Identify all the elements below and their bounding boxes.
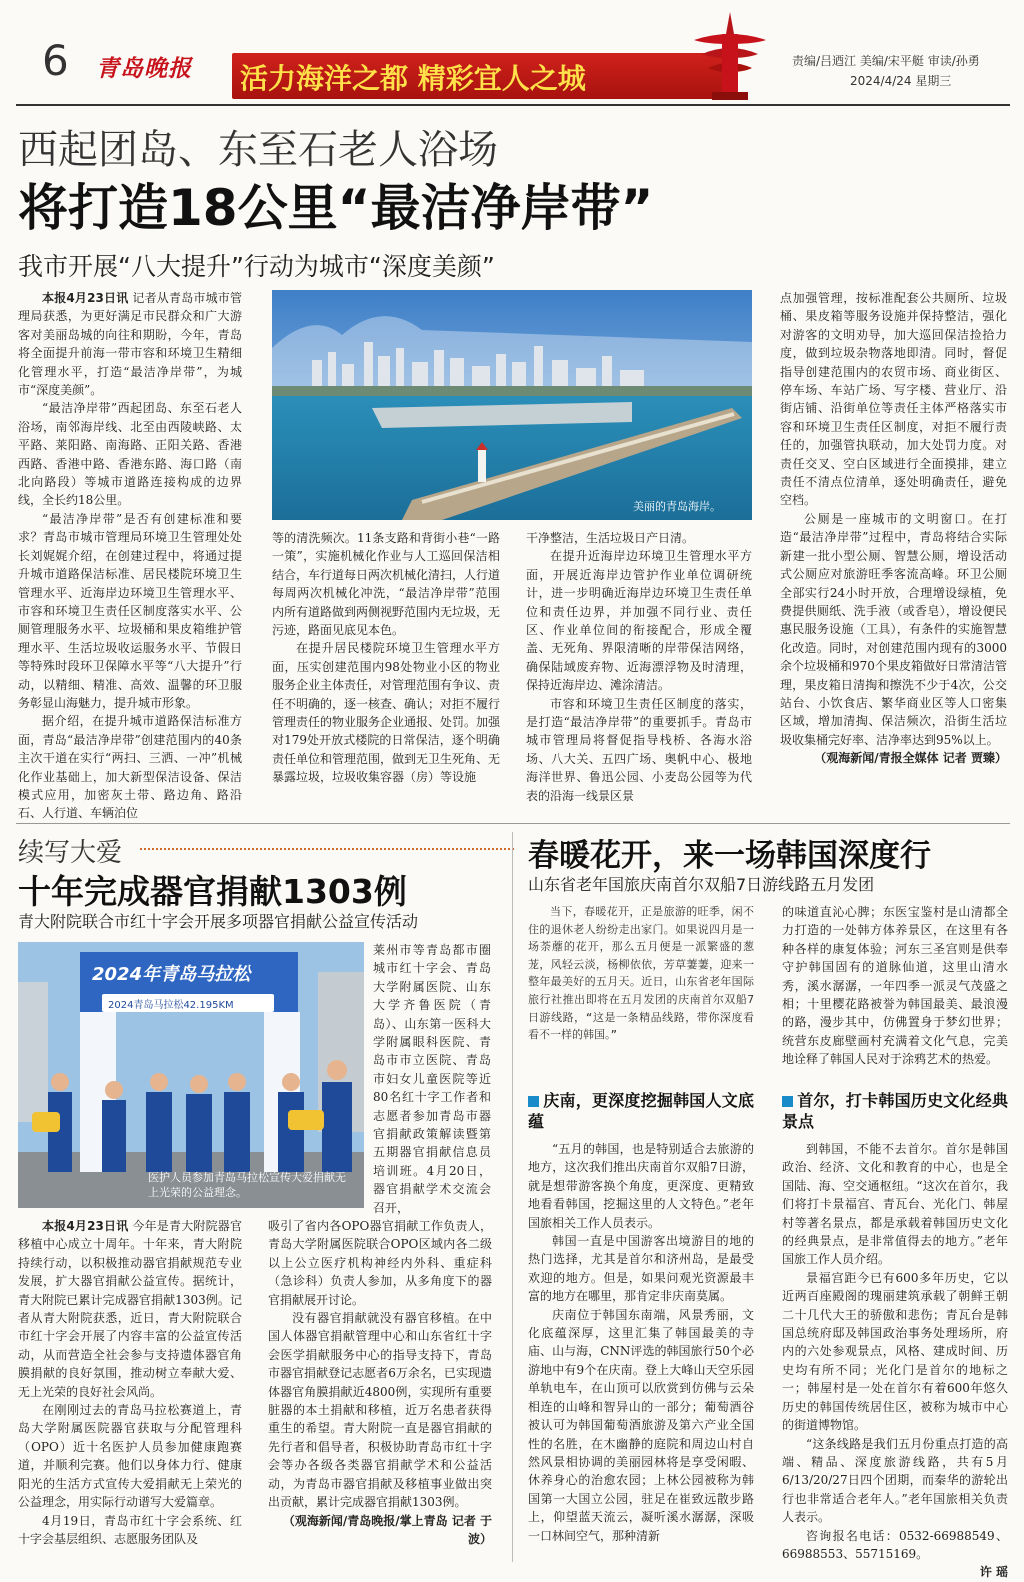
paper-name: 青岛晚报: [96, 55, 192, 82]
paragraph: “最洁净岸带”西起团岛、东至石老人浴场，南邻海岸线、北至由西陵峡路、太平路、莱阳路、南海路、正阳关路、香港西路、香港中路、香港东路、海口路（南北向路段）等城市道路连接构成的边界线，全长约18公里。: [18, 401, 242, 508]
paragraph: 等的清洗频次。11条支路和背街小巷“一路一策”，实施机械化作业与人工巡回保洁相结合，车行道每日两次机械化清扫，人行道每周两次机械化冲洗，“最洁净岸带”范围内所有道路做到两侧视野范围内无垃圾，无污迹，路面见底见本色。: [272, 531, 501, 638]
paragraph: 在提升居民楼院环境卫生管理水平方面，压实创建范围内98处物业小区的物业服务企业主体责任，对管理范围有争议、责任不明确的，逐一核查、确认；对拒不履行管理责任的物业服务企业通报、处罚。加强对179处开放式楼院的日常保洁，逐个明确责任单位和管理范围，做到无卫生死角、无暴露垃圾，垃圾收集容器（房）等设施: [272, 641, 501, 785]
article3-subtitle: 山东省老年国旅庆南首尔双船7日游线路五月发团: [528, 875, 875, 894]
paragraph: 韩国一直是中国游客出境游目的地的热门选择，尤其是首尔和济州岛，是最受欢迎的地方。但是，如果问观光资源最丰富的地方在哪里，那肯定非庆南莫属。: [528, 1234, 754, 1304]
article1-subtitle: 我市开展“八大提升”行动为城市“深度美颜”: [18, 252, 495, 281]
paragraph: “最洁净岸带”是否有创建标准和要求？青岛市城市管理局环境卫生管理处处长刘娓娓介绍，在创建过程中，将通过提升城市道路保洁标准、居民楼院环境卫生管理水平、近海岸边环境卫生管理水平、市容和环境卫生责任区制度落实水平、公厕管理服务水平、垃圾桶和果皮箱维护管理水平、生活垃圾收运服务水平、节假日等特殊时段环卫保障水平等“八大提升”行动，以精细、精准、高效、温馨的环卫服务彰显山海魅力，提升城市形象。: [18, 511, 242, 710]
square-bullet-icon: [782, 1096, 793, 1107]
article3-subhead-1: [528, 1090, 754, 1132]
paragraph: 记者从青岛市城市管理局获悉，为更好满足市民群众和广大游客对美丽岛城的向往和期盼，今年，青岛将全面提升前海一带市容和环境卫生精细化管理水平，打造“最洁净岸带”，为城市“深度美颜”。: [18, 291, 242, 398]
article1-lead: 本报4月23日讯: [42, 291, 129, 305]
issue-date: 2024/4/24 星期三: [850, 74, 952, 88]
article2-lead: 本报4月23日讯: [42, 1219, 129, 1233]
article2-kicker: 续写大爱: [18, 838, 123, 868]
article3-byline: 许 瑶: [979, 1565, 1008, 1580]
article2-side-col: [373, 941, 491, 1215]
article3-title: 春暖花开，来一场韩国深度行: [528, 838, 931, 874]
column-divider: [512, 832, 513, 1562]
paragraph: 当下，春暖花开，正是旅游的旺季，闲不住的退休老人纷纷走出家门。如果说四月是一场荼蘼的花开，那么五月便是一派繁盛的葱茏，风轻云淡，杨柳依依，芳草萋萋，迎来一整年最美好的五月天。近日，山东省老年国际旅行社推出即将在五月发团的庆南首尔双船7日游线路，“这是一条精品线路，带你深度看看不一样的韩国。”: [528, 905, 754, 1042]
paragraph: 在提升近海岸边环境卫生管理水平方面，开展近海岸边管护作业单位调研统计，进一步明确近海岸边环境卫生责任单位和责任边界，并加强不同行业、责任区、作业单位间的衔接配合，形成全覆盖、无死角、界限清晰的岸带保洁网络，确保陆域废弃物、近海漂浮物及时清理，保持近海岸边、滩涂清洁。: [526, 549, 752, 693]
article2-subtitle: 青大附院联合市红十字会开展多项器官捐献公益宣传活动: [18, 912, 419, 931]
editors-line: 责编/吕迺江 美编/宋平艇 审读/孙勇: [792, 54, 980, 68]
article1-photo-caption: 美丽的青岛海岸。: [633, 500, 721, 513]
masthead: [0, 0, 1024, 100]
photo-board-text: 2024青岛马拉松42.195KM: [108, 1000, 234, 1011]
photo-banner-text: 2024年青岛马拉松: [92, 964, 251, 985]
paragraph: 庆南位于韩国东南端，风景秀丽，文化底蕴深厚，这里汇集了韩国最美的寺庙、山与海，CNN评选的韩国旅行50个必游地中有9个在庆南。登上大峰山天空乐园单轨电车，在山顶可以欣赏到仿佛与云朵相连的山峰和智异山的一部分；葡萄酒谷被认可为韩国葡萄酒旅游及第六产业全国性的名胜，在木幽静的庭院和周边山村自然风景相协调的美丽园林将是享受闲暇、休养身心的治愈农园；上林公园被称为韩国第一大国立公园，驻足在崔致远散步路上，仰望蓝天流云，凝听溪水潺潺，深吸一口林间空气，那种清新: [528, 1307, 754, 1543]
article1-col1: [18, 289, 242, 821]
article1-col3: [526, 529, 752, 812]
paragraph: 在刚刚过去的青岛马拉松赛道上，青岛大学附属医院器官获取与分配管理科（OPO）近十名医护人员参加健康跑赛道，并顺利完赛。他们以身体力行、健康阳光的生活方式宣传大爱捐献无上荣光的公益理念，用实际行动谱写大爱篇章。: [18, 1403, 242, 1510]
paragraph: 的味道直沁心脾；东医宝鉴村是山清都全力打造的一处韩方体养景区，在这里有各种各样的康复体验；河东三圣宫则是供奉守护韩国固有的道脉仙道，这里山清水秀，溪水潺潺，一年四季一派灵气茂盛之相；十里樱花路被誉为韩国最美、最浪漫的路，漫步其中，仿佛置身于梦幻世界；统营东皮廊壁画村充满着文化气息，完美地诠释了韩国人民对于涂鸦艺术的热爱。: [782, 905, 1008, 1067]
dotted-rule: [140, 848, 514, 850]
slogan: 活力海洋之都 精彩宜人之城: [240, 62, 586, 95]
page-number: 6: [42, 36, 69, 85]
paragraph: 景福宫距今已有600多年历史，它以近两百座殿阁的瑰丽建筑承载了朝鲜王朝二十几代大王的骄傲和悲伤；青瓦台是韩国总统府邸及韩国政治事务处理场所，府内的六处参观景点，风格、建成时间、历史均有所不同；光化门是首尔的地标之一；韩屋村是一处在首尔有着600年悠久历史的韩国传统居住区，被称为城市中心的街道博物馆。: [782, 1270, 1008, 1433]
section-divider: [16, 823, 1010, 824]
paragraph: 点加强管理，按标准配套公共厕所、垃圾桶、果皮箱等服务设施并保持整洁，强化对游客的文明劝导，加大巡回保洁捡拾力度，做到垃圾杂物落地即清。同时，督促指导创建范围内的农贸市场、商业街区、停车场、车站广场、写字楼、营业厅、沿街店铺、沿街单位等责任主体严格落实市容和环境卫生责任区制度，对拒不履行责任的，加强管执联动，加大处罚力度。对责任交叉、空白区域进行全面摸排，建立责任不清点位清单，逐处明确责任，避免空档。: [780, 291, 1007, 508]
paragraph: 没有器官捐献就没有器官移植。在中国人体器官捐献管理中心和山东省红十字会医学捐献服务中心的指导支持下，青岛市器官捐献登记志愿者6万余名，已实现遗体器官角膜捐献近4800例，实现所有重要脏器的本土捐献和移植，近万名患者获得重生的希望。青大附院一直是器官捐献的先行者和倡导者，积极协助青岛市红十字会等办各级各类器官捐献学术和公益活动，为青岛市器官捐献及移植事业做出突出贡献，累计完成器官捐献1303例。: [268, 1311, 492, 1510]
article3-col1: [528, 1084, 754, 1564]
paragraph: 到韩国，不能不去首尔。首尔是韩国政治、经济、文化和教育的中心，也是全国陆、海、空交通枢纽。“这次在首尔，我们将打卡景福宫、青瓦台、光化门、韩屋村等著名景点，都是承载着韩国历史文化的经典景点，是非常值得去的地方。”老年国旅工作人员介绍。: [782, 1142, 1008, 1267]
subhead-text: 首尔，打卡韩国历史文化经典景点: [782, 1091, 1008, 1131]
article2-byline: （观海新闻/青岛晚报/掌上青岛 记者 于波）: [282, 1513, 492, 1546]
paragraph: “这条线路是我们五月份重点打造的高端、精品、深度旅游线路，共有5月6/13/20/27日四个团期，而秦华的游轮出行也非常适合老年人。”老年国旅相关负责人表示。: [782, 1436, 1008, 1525]
paragraph: 吸引了省内各OPO器官捐献工作负责人，青岛大学附属医院联合OPO区域内各二级以上公立医疗机构神经内外科、重症科（急诊科）负责人参加，从多角度下的器官捐献展开讨论。: [268, 1219, 492, 1307]
article2-title: 十年完成器官捐献1303例: [18, 872, 407, 911]
article1-kicker: 西起团岛、东至石老人浴场: [18, 127, 498, 173]
article1-col2: [272, 529, 500, 812]
coastline-photo: [272, 290, 752, 520]
paragraph: 莱州市等青岛都市圈城市红十字会、青岛大学附属医院、山东大学齐鲁医院（青岛）、山东第一医科大学附属眼科医院、青岛市市立医院、青岛市妇女儿童医院等近80名红十字工作者和志愿者参加青岛市器官捐献政策解读暨第五期器官捐献信息员培训班。4月20日，器官捐献学术交流会召开，: [373, 943, 491, 1215]
subhead-text: 庆南，更深度挖掘韩国人文底蕴: [528, 1091, 754, 1131]
article1-col4: [780, 289, 1007, 821]
article3-col2: [782, 1084, 1008, 1580]
article2-photo-caption: 医护人员参加青岛马拉松宣传大爱捐献无上光荣的公益理念。: [148, 1171, 346, 1199]
paragraph: 市容和环境卫生责任区制度的落实，是打造“最洁净岸带”的重要抓手。青岛市城市管理局将督促指导栈桥、各海水浴场、八大关、五四广场、奥帆中心、极地海洋世界、鲁迅公园、小麦岛公园等为代表的沿海一线景区景: [526, 696, 752, 803]
article2-col1: [18, 1217, 242, 1565]
article2-col2: [268, 1217, 492, 1565]
paragraph: 据介绍，在提升城市道路保洁标准方面，青岛“最洁净岸带”创建范围内的40条主次干道在实行“两扫、三洒、一冲”机械化作业基础上，加大新型保洁设备、保洁模式应用，加密灰土带、路边角、路沿石、人行道、车辆泊位: [18, 714, 242, 821]
paragraph: 4月19日，青岛市红十字会系统、红十字会基层组织、志愿服务团队及: [18, 1513, 242, 1546]
article3-intro: [528, 903, 754, 1079]
article1-byline: （观海新闻/青报全媒体 记者 贾臻）: [814, 751, 1007, 766]
paragraph: “五月的韩国，也是特别适合去旅游的地方，这次我们推出庆南首尔双船7日游，就是想带游客换个角度，更深度、更精致地看看韩国，挖掘这里的人文特色。”老年国旅相关工作人员表示。: [528, 1142, 754, 1230]
article3-intro-cont: [782, 903, 1008, 1079]
paragraph: 公厕是一座城市的文明窗口。在打造“最洁净岸带”过程中，青岛将结合实际新建一批小型公厕、智慧公厕，增设活动式公厕应对旅游旺季客流高峰。环卫公厕全部实行24小时开放，合理增设绿植，免费提供厕纸、洗手液（或香皂），增设便民惠民服务设施（工具），有条件的实施智慧化改造。同时，对创建范围内现有的3000余个垃圾桶和970个果皮箱做好日常清洁管理，果皮箱日清掏和擦洗不少于4次，公交站台、小饮食店、繁华商业区等人口密集区域，增加清掏、保洁频次，沿街生活垃圾收集桶完好率、洁净率达到95%以上。: [780, 511, 1007, 747]
tower-logo-icon: [682, 10, 778, 102]
paragraph: 咨询报名电话：0532-66988549、66988553、55715169。: [782, 1528, 1008, 1561]
article1-title: 将打造18公里“最洁净岸带”: [18, 179, 654, 237]
square-bullet-icon: [528, 1096, 539, 1107]
masthead-rule: [16, 104, 1010, 106]
paragraph: 干净整洁，生活垃圾日产日清。: [526, 531, 695, 545]
paragraph: 今年是青大附院器官移植中心成立十周年。十年来，青大附院持续行动，以积极推动器官捐献规范专业发展，扩大器官捐献公益宣传。据统计，青大附院已累计完成器官捐献1303例。记者从青大附院获悉，近日，青大附院联合市红十字会开展了内容丰富的公益宣传活动，从而营造全社会参与支持遗体器官角膜捐献的良好氛围，推动树立奉献大爱、无上光荣的良好社会风尚。: [18, 1219, 242, 1399]
article3-subhead-2: [782, 1090, 1008, 1132]
